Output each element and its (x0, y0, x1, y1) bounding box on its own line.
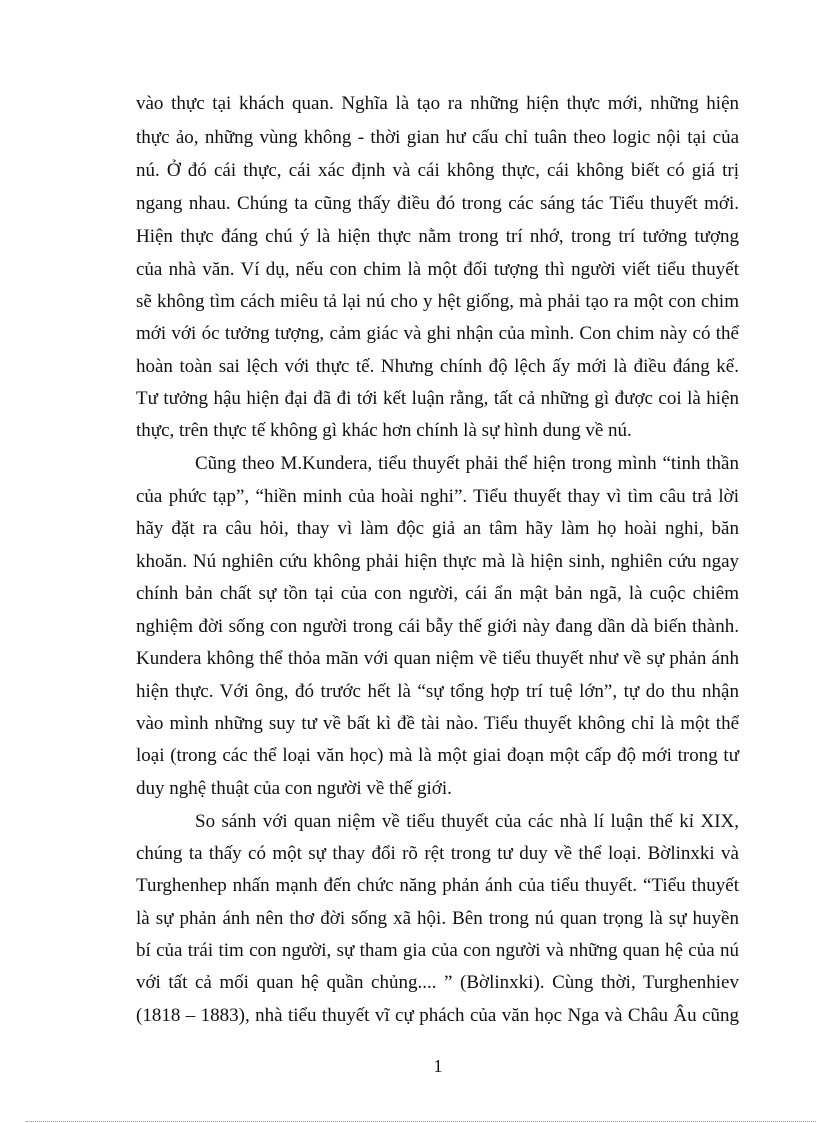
text-line: So sánh với quan niệm về tiểu thuyết của các nhà lí luận thế kỉ XIX, (195, 811, 739, 832)
text-line: Turghenhep nhấn mạnh đến chức năng phản ánh của tiểu thuyết. “Tiểu thuyết (136, 875, 739, 896)
text-line: của phức tạp”, “hiền minh của hoài nghi”. Tiểu thuyết thay vì tìm câu trả lời (136, 486, 739, 507)
text-line: duy nghệ thuật của con người về thế giới. (136, 778, 452, 799)
text-line: vào mình những suy tư về bất kì đề tài nào. Tiểu thuyết không chỉ là một thể (136, 713, 739, 734)
text-line: ngang nhau. Chúng ta cũng thấy điều đó trong các sáng tác Tiểu thuyết mới. (136, 193, 739, 214)
text-line: khoăn. Nú nghiên cứu không phải hiện thực mà là hiện sinh, nghiên cứu ngay (136, 551, 739, 572)
page-number: 1 (433, 1056, 443, 1076)
text-line: hãy đặt ra câu hỏi, thay vì làm độc giả an tâm hãy làm họ hoài nghi, băn (136, 518, 739, 539)
text-line: nú. Ở đó cái thực, cái xác định và cái không thực, cái không biết có giá trị (136, 160, 739, 181)
text-line: Tư tưởng hậu hiện đại đã đi tới kết luận rằng, tất cả những gì được coi là hiện (136, 388, 739, 409)
text-line: hoàn toàn sai lệch với thực tế. Nhưng chính độ lệch ấy mới là điều đáng kể. (136, 356, 739, 377)
text-line: Cũng theo M.Kundera, tiểu thuyết phải thể hiện trong mình “tinh thần (195, 453, 739, 474)
text-line: bí của trái tim con người, sự tham gia của con người và những quan hệ của nú (136, 940, 739, 961)
text-line: loại (trong các thể loại văn học) mà là một giai đoạn một cấp độ mới trong tư (136, 745, 739, 766)
text-line: mới với óc tưởng tượng, cảm giác và ghi nhận của mình. Con chim này có thể (136, 323, 739, 344)
text-line: thực, trên thực tế không gì khác hơn chính là sự hình dung về nú. (136, 420, 632, 441)
text-line: Hiện thực đáng chú ý là hiện thực nằm trong trí nhớ, trong trí tưởng tượng (136, 226, 739, 247)
text-line: hiện thực. Với ông, đó trước hết là “sự tổng hợp trí tuệ lớn”, tự do thu nhận (136, 681, 739, 702)
text-line: sẽ không tìm cách miêu tả lại nú cho y hệt giống, mà phải tạo ra một con chim (136, 291, 739, 312)
text-line: (1818 – 1883), nhà tiểu thuyết vĩ cự phách của văn học Nga và Châu Âu cũng (136, 1005, 739, 1026)
text-line: vào thực tại khách quan. Nghĩa là tạo ra những hiện thực mới, những hiện (136, 93, 739, 114)
text-line: là sự phản ánh nên thơ đời sống xã hội. Bên trong nú quan trọng là sự huyền (136, 908, 739, 929)
text-line: chúng ta thấy có một sự thay đổi rõ rệt trong tư duy về thể loại. Bờlinxki và (136, 843, 739, 864)
text-line: Kundera không thể thỏa mãn với quan niệm về tiểu thuyết như về sự phản ánh (136, 648, 739, 669)
text-line: của nhà văn. Ví dụ, nếu con chim là một đối tượng thì người viết tiểu thuyết (136, 259, 739, 280)
text-line: thực ảo, những vùng không - thời gian hư cấu chỉ tuân theo logic nội tại của (136, 127, 739, 148)
text-line: với tất cả mối quan hệ quần chủng.... ” (Bờlinxki). Cùng thời, Turghenhiev (136, 972, 739, 993)
page-bottom-divider (26, 1121, 816, 1122)
text-line: chính bản chất sự tồn tại của con người, cái ẩn mật bản ngã, là cuộc chiêm (136, 583, 739, 604)
text-line: nghiệm đời sống con người trong cái bẫy thế giới này đang dần dà biến thành. (136, 616, 739, 637)
